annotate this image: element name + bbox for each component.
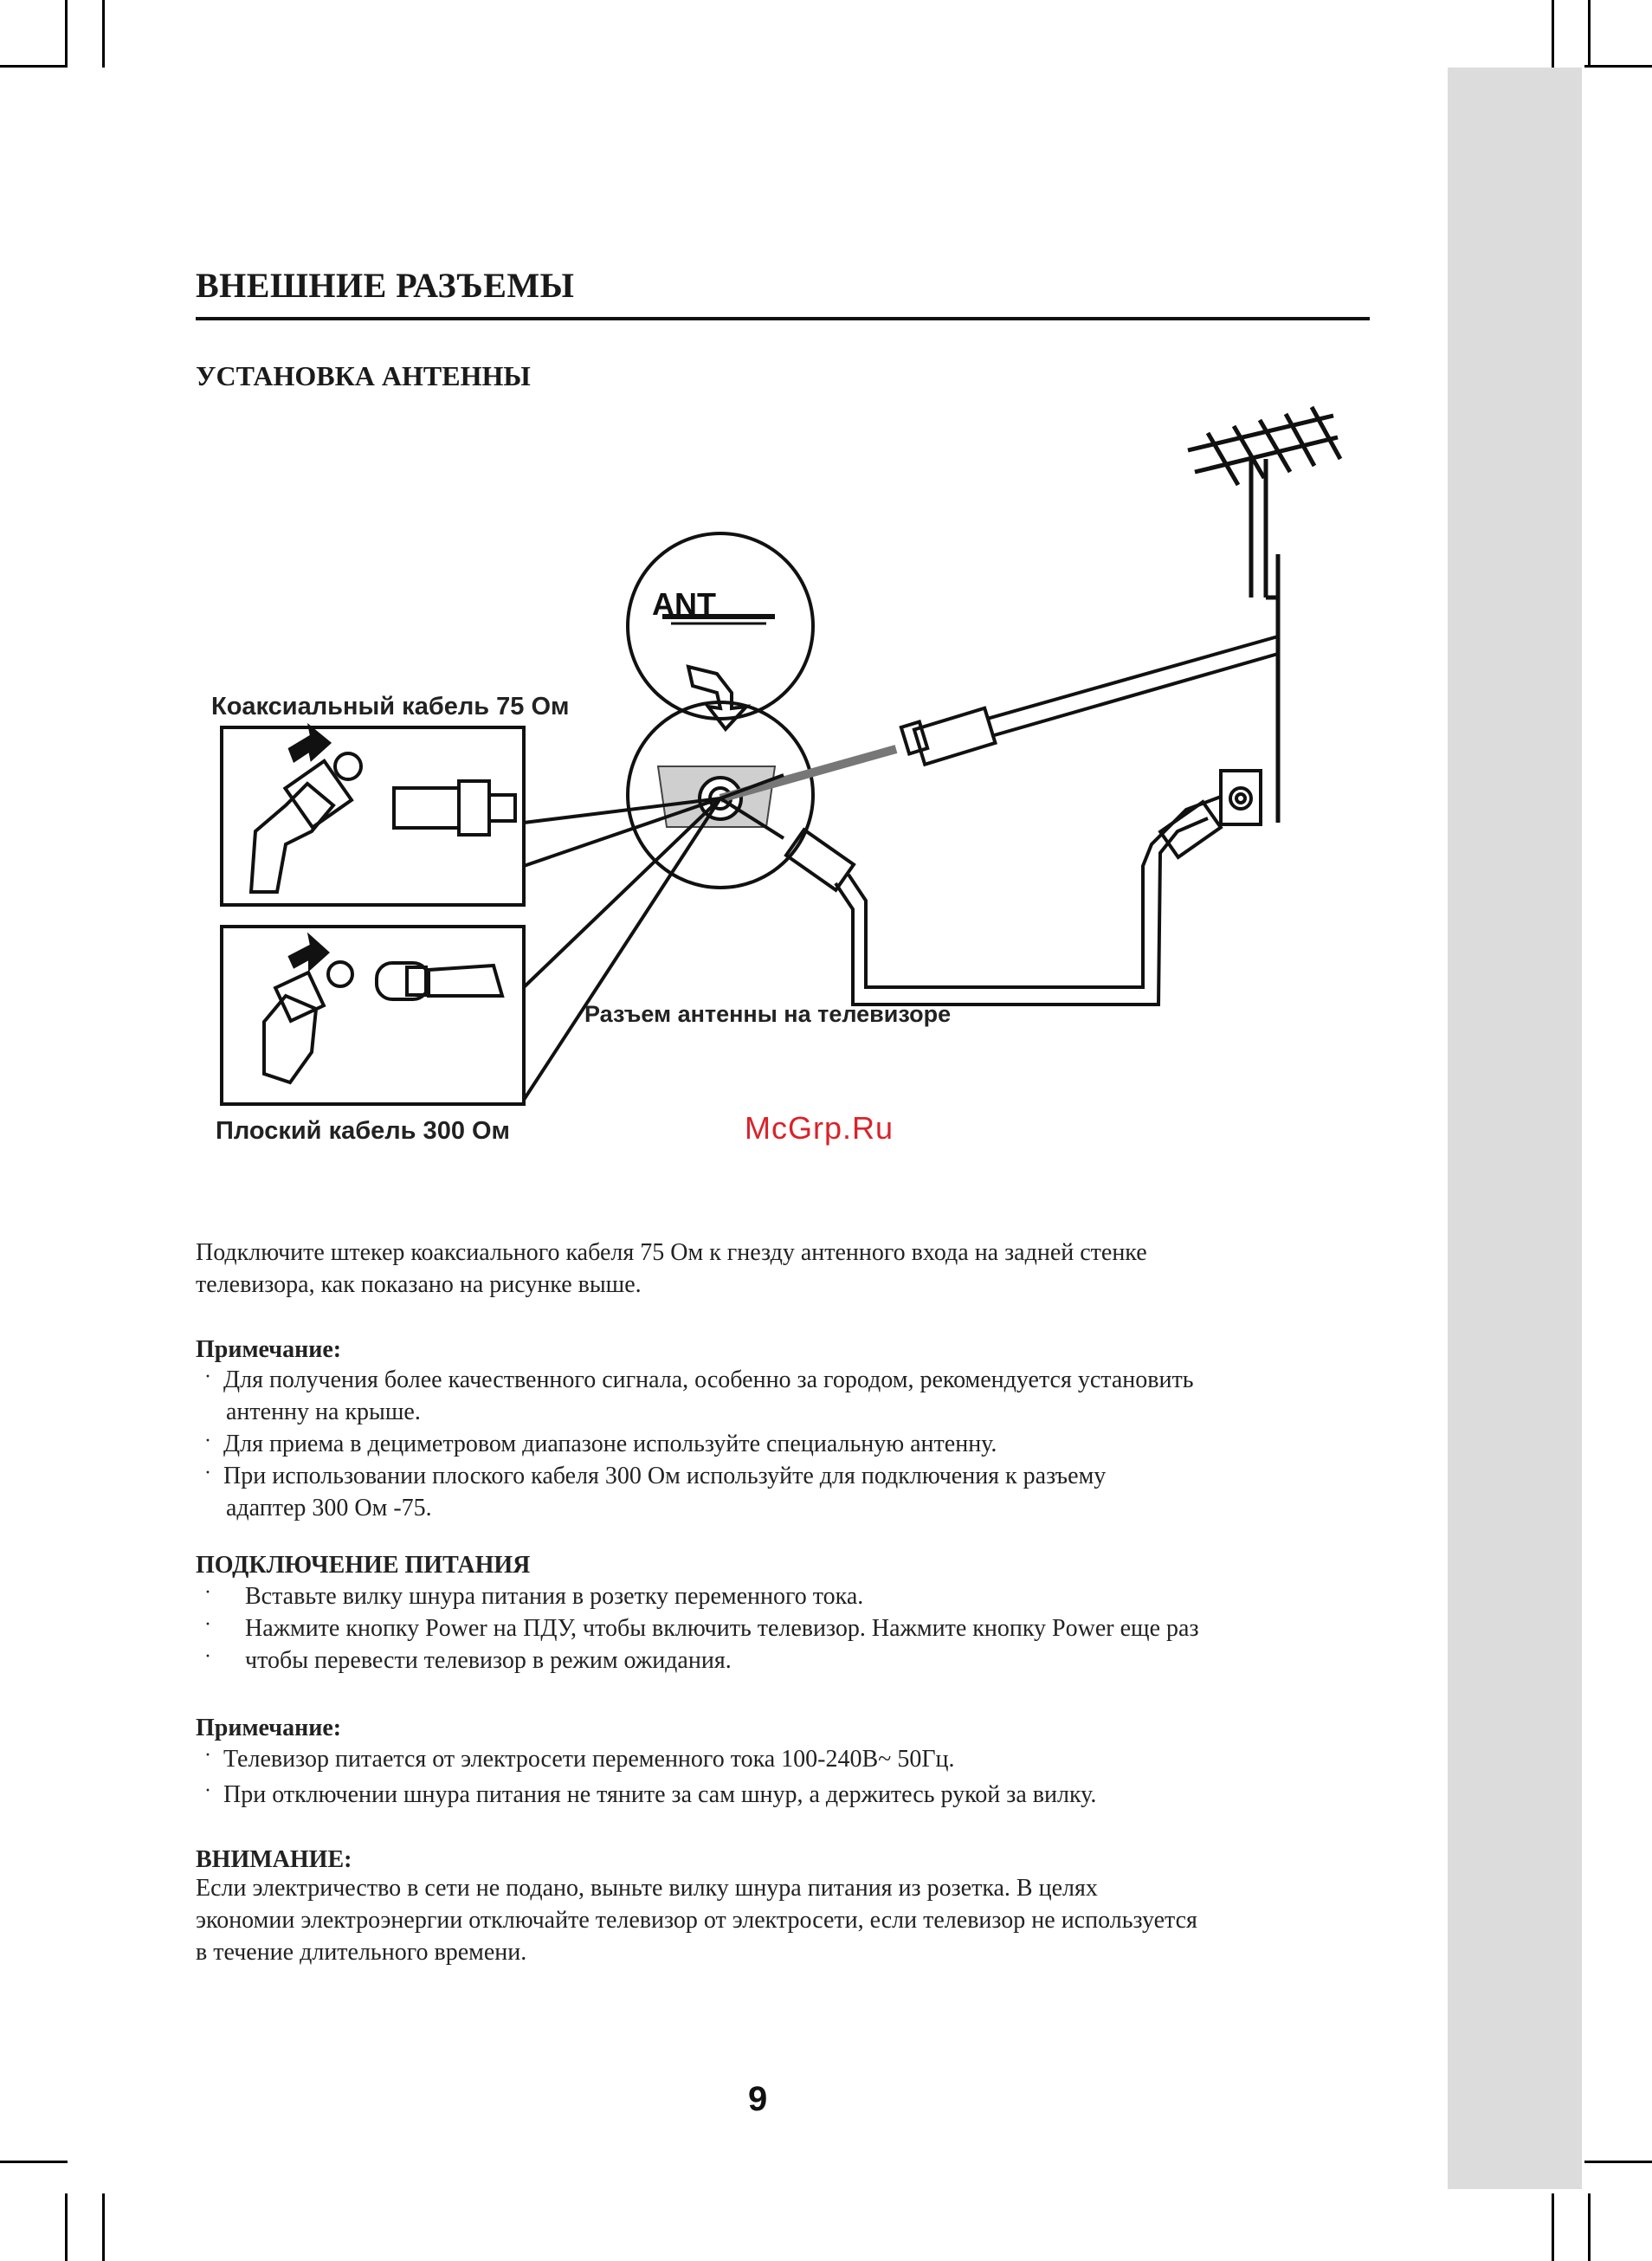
coax-plug-icon (251, 727, 515, 892)
crop-mark (1588, 2193, 1591, 2261)
page-number: 9 (748, 2080, 768, 2118)
power-line: Нажмите кнопку Power на ПДУ, чтобы включить телевизор. Нажмите кнопку Power еще раз (245, 1615, 1199, 1642)
note-heading: Примечание: (196, 1336, 342, 1363)
flat-cable-label: Плоский кабель 300 Ом (216, 1117, 511, 1145)
note-item: При использовании плоского кабеля 300 Ом используйте для подключения к разъему (223, 1463, 1107, 1489)
note-item: Для приема в дециметровом диапазоне используйте специальную антенну. (223, 1431, 997, 1457)
flat-cable-adapter-icon (264, 937, 502, 1082)
crop-mark (102, 2193, 105, 2261)
warning-paragraph (196, 1872, 1197, 1968)
coax-cable-label: Коаксиальный кабель 75 Ом (211, 693, 570, 720)
power-line: Вставьте вилку шнура питания в розетку переменного тока. (245, 1583, 864, 1610)
crop-mark (1584, 2161, 1652, 2163)
bullet-dot: · (204, 1613, 211, 1636)
warning-line: Если электричество в сети не подано, выньте вилку шнура питания из розетка. В целях (196, 1875, 1098, 1902)
bullet-dot: · (204, 1744, 211, 1767)
note-item: Телевизор питается от электросети переменного тока 100-240В~ 50Гц. (223, 1746, 955, 1773)
crop-mark (0, 2161, 68, 2163)
bullet-dot: · (204, 1780, 211, 1802)
note-item: При отключении шнура питания не тяните за сам шнур, а держитесь рукой за вилку. (223, 1781, 1097, 1808)
intro-line: телевизора, как показано на рисунке выше. (196, 1271, 642, 1298)
rooftop-antenna-icon (1188, 407, 1340, 823)
crop-mark (1552, 2193, 1554, 2261)
power-line: чтобы перевести телевизор в режим ожидания. (245, 1647, 732, 1674)
note-heading: Примечание: (196, 1715, 342, 1741)
note-item: Для получения более качественного сигнала, особенно за городом, рекомендуется установить (223, 1366, 1194, 1393)
power-heading: ПОДКЛЮЧЕНИЕ ПИТАНИЯ (196, 1552, 531, 1579)
bullet-dot: · (204, 1462, 211, 1484)
crop-mark (65, 2193, 68, 2261)
intro-line: Подключите штекер коаксиального кабеля 75 Ом к гнезду антенного входа на задней стенке (196, 1239, 1147, 1266)
warning-line: экономии электроэнергии отключайте телевизор от электросети, если телевизор не используется (196, 1907, 1197, 1934)
note-item: антенну на крыше. (226, 1399, 421, 1425)
bullet-dot: · (204, 1581, 211, 1604)
watermark: McGrp.Ru (745, 1110, 894, 1146)
intro-paragraph (196, 1237, 1147, 1301)
bullet-dot: · (204, 1430, 211, 1452)
bullet-dot: · (204, 1645, 211, 1668)
bullet-dot: · (204, 1366, 211, 1388)
note-item: адаптер 300 Ом -75. (226, 1495, 432, 1521)
warning-heading: ВНИМАНИЕ: (196, 1846, 352, 1873)
page-title: ВНЕШНИЕ РАЗЪЕМЫ (196, 266, 575, 305)
section-subtitle: УСТАНОВКА АНТЕННЫ (196, 360, 531, 391)
socket-label: Разъем антенны на телевизоре (584, 1001, 952, 1027)
ant-label: ANT (652, 586, 716, 622)
warning-line: в течение длительного времени. (196, 1939, 527, 1966)
